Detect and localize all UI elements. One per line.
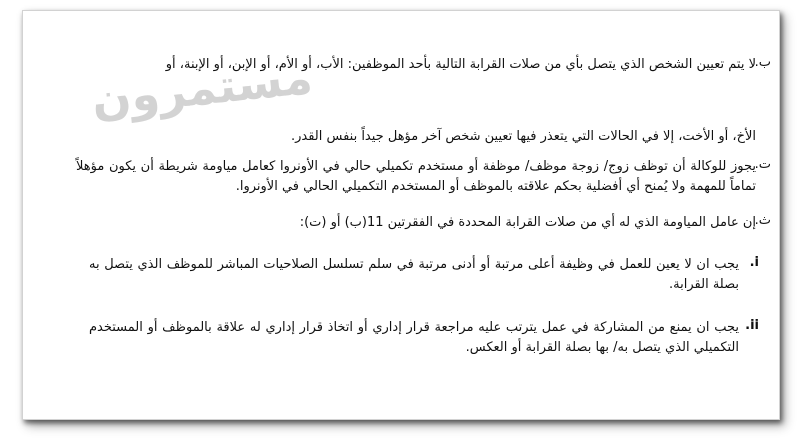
document-page <box>23 11 779 419</box>
item-marker-t: ت. <box>754 157 771 172</box>
document-frame <box>22 10 780 420</box>
clause-t-text: يجوز للوكالة أن توظف زوج/ زوجة موظف/ موظفة أو مستخدم تكميلي حالي في الأونروا كعامل مياومة شريطة أن يكون مؤهلاً تماماً للمهمة ولا يُمنح أي أفضلية بحكم علاقته بالموظف أو المستخدم التكميلي الحالي في الأونروا. <box>76 159 756 194</box>
clause-th-text: إن عامل المياومة الذي له أي من صلات القرابة المحددة في الفقرتين 11(ب) أو (ت): <box>299 215 756 230</box>
item-marker-b: ب. <box>754 55 771 70</box>
clause-b-line-2: الأخ، أو الأخت، إلا في الحالات التي يتعذر فيها تعيين شخص آخر مؤهل جيداً بنفس القدر. <box>290 129 756 144</box>
subitem-marker-i: i. <box>749 255 759 270</box>
clause-b-line-1: لا يتم تعيين الشخص الذي يتصل بأي من صلات القرابة التالية بأحد الموظفين: الأب، أو الأم، أو الإبن، أو الإبنة، أو <box>165 57 756 72</box>
subclause-ii-text: يجب ان يمنع من المشاركة في عمل يترتب عليه مراجعة قرار إداري أو اتخاذ قرار إداري له علاقة بالموظف أو المستخدم التكميلي الذي يتصل به/ بها بصلة القرابة أو العكس. <box>89 320 739 355</box>
subitem-marker-ii: ii. <box>745 318 759 333</box>
subclause-i-text: يجب ان لا يعين للعمل في وظيفة أعلى مرتبة أو أدنى مرتبة في سلم تسلسل الصلاحيات المباشر للموظف الذي يتصل به بصلة القرابة. <box>89 257 739 292</box>
item-marker-th: ث. <box>754 213 771 228</box>
watermark: مستمرون <box>89 49 315 127</box>
